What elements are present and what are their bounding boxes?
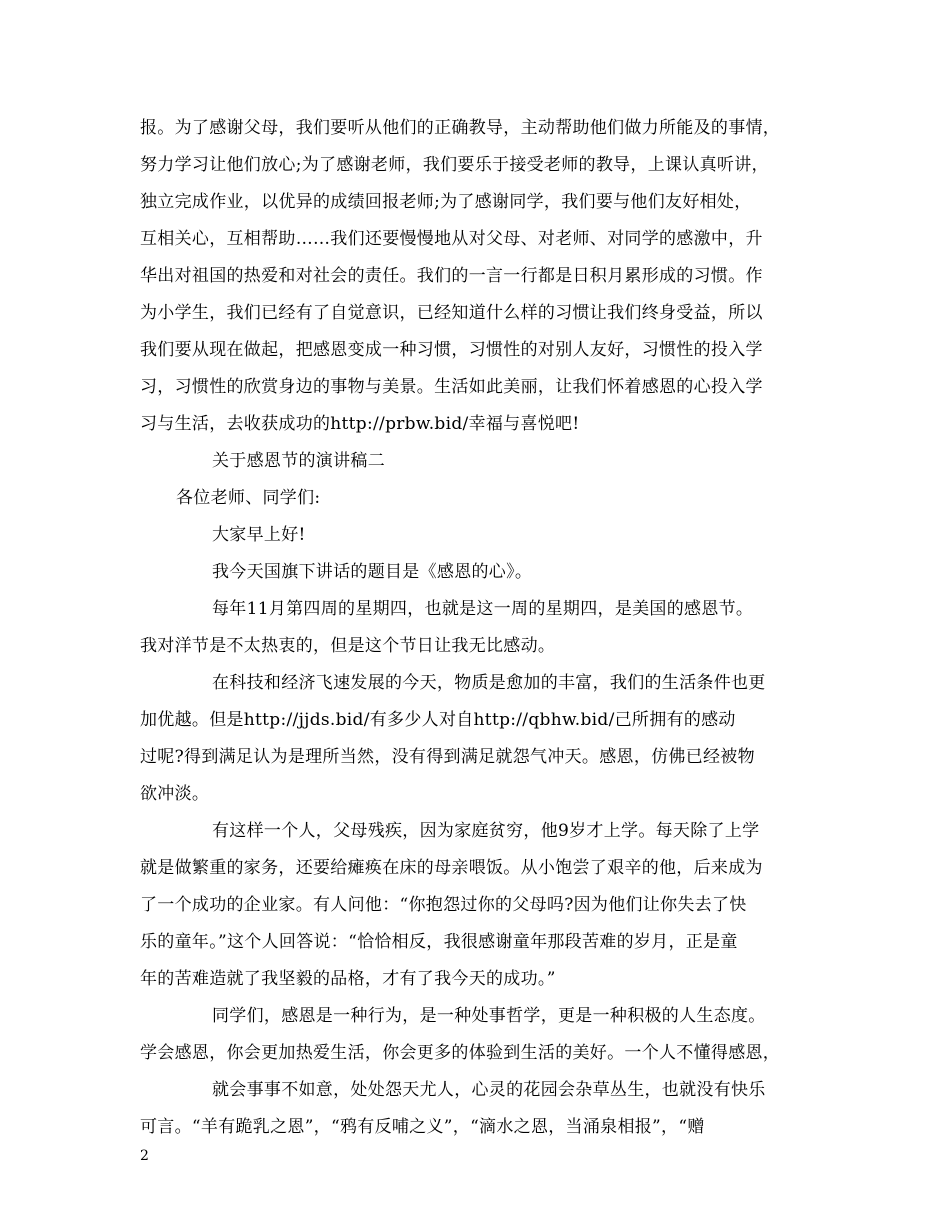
body-text-line: 同学们，感恩是一种行为，是一种处事哲学，更是一种积极的人生态度。 [212, 1006, 766, 1026]
body-text-line: 华出对祖国的热爱和对社会的责任。我们的一言一行都是日积月累形成的习惯。作 [140, 266, 763, 286]
body-text-line: 就会事事不如意，处处怨天尤人，心灵的花园会杂草丛生，也就没有快乐 [212, 1080, 766, 1100]
body-text-line: 大家早上好! [212, 525, 306, 545]
section-heading: 关于感恩节的演讲稿二 [212, 451, 385, 471]
body-text-line: 我今天国旗下讲话的题目是《感恩的心》。 [212, 562, 533, 582]
body-text-line: 在科技和经济飞速发展的今天，物质是愈加的丰富，我们的生活条件也更 [212, 673, 766, 693]
body-text-line: 互相关心，互相帮助……我们还要慢慢地从对父母、对老师、对同学的感激中，升 [140, 229, 763, 249]
body-text-line: 年的苦难造就了我坚毅的品格，才有了我今天的成功。” [140, 969, 556, 989]
body-text-line: 习，习惯性的欣赏身边的事物与美景。生活如此美丽，让我们怀着感恩的心投入学 [140, 377, 763, 397]
body-text-line: 我们要从现在做起，把感恩变成一种习惯，习惯性的对别人友好，习惯性的投入学 [140, 340, 763, 360]
body-text-line: 了一个成功的企业家。有人问他：“你抱怨过你的父母吗?因为他们让你失去了快 [140, 895, 747, 915]
body-text-line: 学会感恩，你会更加热爱生活，你会更多的体验到生活的美好。一个人不懂得感恩， [140, 1043, 781, 1063]
body-text-line: 可言。“羊有跪乳之恩”，“鸦有反哺之义”，“滴水之恩，当涌泉相报”，“赠 [140, 1117, 705, 1137]
body-text-line: 就是做繁重的家务，还要给瘫痪在床的母亲喂饭。从小饱尝了艰辛的他，后来成为 [140, 858, 763, 878]
body-text-line: 过呢?得到满足认为是理所当然，没有得到满足就怨气冲天。感恩，仿佛已经被物 [140, 747, 755, 767]
body-text-line: 习与生活，去收获成功的http://prbw.bid/幸福与喜悦吧! [140, 414, 580, 434]
body-text-line: 乐的童年。”这个人回答说：“恰恰相反，我很感谢童年那段苦难的岁月，正是童 [140, 932, 738, 952]
body-text-line: 报。为了感谢父母，我们要听从他们的正确教导，主动帮助他们做力所能及的事情， [140, 118, 781, 138]
body-text-line: 努力学习让他们放心;为了感谢老师，我们要乐于接受老师的教导，上课认真听讲， [140, 155, 769, 175]
body-text-line: 欲冲淡。 [140, 784, 210, 804]
body-text-line: 为小学生，我们已经有了自觉意识，已经知道什么样的习惯让我们终身受益，所以 [140, 303, 763, 323]
body-text-line: 加优越。但是http://jjds.bid/有多少人对自http://qbhw.bid/己所拥有的感动 [140, 710, 736, 730]
body-text-line: 有这样一个人，父母残疾，因为家庭贫穷，他9岁才上学。每天除了上学 [212, 821, 760, 841]
page-number: 2 [140, 1148, 149, 1164]
body-text-line: 我对洋节是不太热衷的，但是这个节日让我无比感动。 [140, 636, 556, 656]
body-text-line: 每年11月第四周的星期四，也就是这一周的星期四，是美国的感恩节。 [212, 599, 754, 619]
salutation: 各位老师、同学们: [176, 488, 321, 508]
body-text-line: 独立完成作业，以优异的成绩回报老师;为了感谢同学，我们要与他们友好相处， [140, 192, 752, 212]
